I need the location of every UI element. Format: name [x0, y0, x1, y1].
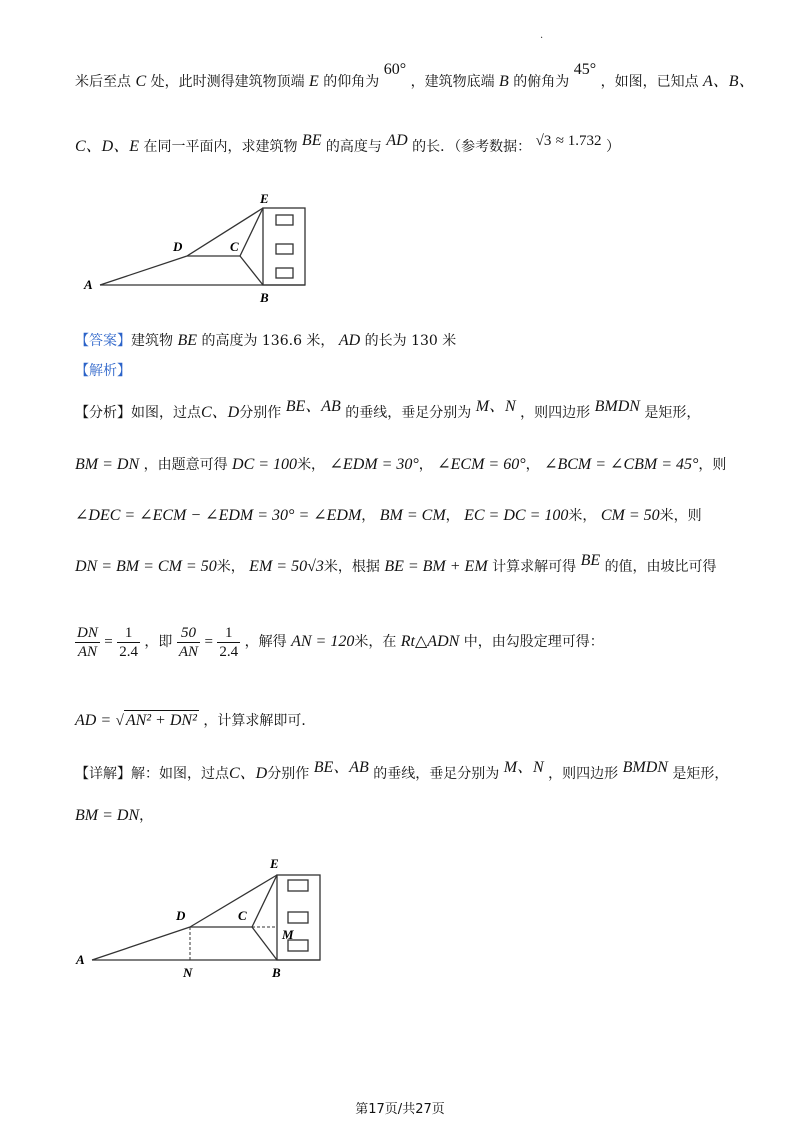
equation: AN = 120	[291, 633, 355, 650]
building	[277, 875, 320, 960]
text: 的值，由坡比可得	[604, 559, 717, 575]
window-3	[276, 268, 293, 278]
analysis-line-4	[75, 552, 717, 577]
text: 米，根据	[323, 559, 380, 575]
point-label: E	[309, 73, 319, 90]
text: 的垂线，垂足分别为	[373, 766, 500, 782]
window-1	[288, 880, 308, 891]
fraction-1-2_4: $\frac{1}{2.4}$	[119, 624, 138, 660]
analysis-line-3	[75, 506, 702, 526]
figure-2	[70, 850, 340, 985]
text: ，解得	[244, 634, 287, 650]
equals-sign: =	[104, 634, 113, 650]
equation: EC = DC = 100	[464, 507, 569, 524]
text: 计算求解可得	[492, 559, 577, 575]
detail-line-2	[75, 806, 153, 826]
point-labels: A、B、	[703, 73, 755, 90]
label-m: M	[282, 927, 294, 942]
detail-line-1	[75, 759, 729, 784]
text: 的垂线，垂足分别为	[345, 405, 472, 421]
text: ，由题意可得	[143, 457, 228, 473]
quadrilateral-label: BMDN	[594, 398, 640, 415]
equation: BM = CM	[379, 507, 446, 524]
intro-line-1	[75, 61, 755, 92]
text: 的高度为 136.6 米，	[201, 333, 335, 349]
text: 是矩形，	[644, 405, 701, 421]
point-label: B	[499, 73, 509, 90]
text: 是矩形，	[672, 766, 729, 782]
equation: ∠ECM = 60°	[437, 456, 526, 473]
label-n: N	[183, 965, 193, 980]
text: ，即	[144, 634, 173, 650]
analysis-line-1	[75, 398, 701, 423]
answer-tag: 【答案】	[75, 333, 131, 349]
label-c: C	[238, 908, 247, 923]
slope-line	[92, 927, 190, 960]
text: 米，	[297, 457, 326, 473]
text: ，	[418, 457, 433, 473]
text: 建筑物	[131, 333, 173, 349]
segment-label: AD	[338, 332, 361, 349]
text: ，	[445, 508, 460, 524]
equation: AD =	[75, 712, 112, 729]
approx-value: ≈ 1.732	[555, 133, 602, 149]
text: ，则四边形	[548, 766, 619, 782]
text: 米，	[216, 559, 245, 575]
point-labels: M、N	[503, 759, 544, 776]
text: 米，则	[659, 508, 702, 524]
segment-label: BE	[580, 552, 601, 569]
label-d: D	[173, 239, 183, 254]
equation: BM = DN	[75, 807, 140, 824]
point-labels: C、D、E	[75, 138, 140, 155]
triangle-label: Rt△ADN	[400, 633, 460, 650]
text: 中，由勾股定理可得：	[463, 634, 604, 650]
text: ，如图，已知点	[600, 74, 699, 90]
analysis-tag: 【解析】	[75, 363, 131, 379]
label-a: A	[84, 277, 93, 292]
equation: BM = DN	[75, 456, 140, 473]
label-c: C	[230, 239, 239, 254]
segment-label: AD	[386, 132, 408, 149]
answer-line	[75, 331, 456, 351]
text: ，计算求解即可．	[203, 713, 316, 729]
text: 【详解】解：如图，过点	[75, 766, 229, 782]
equation: EM = 50√3	[249, 558, 324, 575]
fraction-1-2_4-b: $\frac{1}{2.4}$	[219, 624, 239, 660]
text: 处，此时测得建筑物顶端	[150, 74, 305, 90]
line-cb	[252, 927, 277, 960]
label-e: E	[260, 191, 269, 206]
point-labels: C、D	[201, 404, 240, 421]
equation: ∠BCM = ∠CBM = 45°	[544, 456, 699, 473]
analysis-line-2	[75, 455, 726, 475]
angle-value: 60°	[383, 61, 407, 78]
label-e: E	[270, 856, 279, 871]
text: ，则四边形	[520, 405, 591, 421]
text: ，	[361, 508, 376, 524]
text: ）	[605, 139, 620, 155]
text: 【分析】如图，过点	[75, 405, 201, 421]
equals-sign: =	[204, 634, 213, 650]
equation: DN = BM = CM = 50	[75, 558, 217, 575]
text: 米，	[568, 508, 597, 524]
fraction-50-an: $\frac{50}{AN}$	[178, 624, 199, 660]
building	[263, 208, 305, 285]
intro-line-2	[75, 132, 620, 157]
text: 米后至点	[75, 74, 131, 90]
figure-1	[80, 188, 320, 308]
segment-labels: BE、AB	[313, 759, 369, 776]
segment-label: BE	[301, 132, 322, 149]
equation: BE = BM + EM	[384, 558, 488, 575]
text: 的长为 130 米	[364, 333, 457, 349]
label-b: B	[272, 965, 281, 980]
equation: ∠DEC = ∠ECM − ∠EDM = 30° = ∠EDM	[75, 507, 362, 524]
window-2	[276, 244, 293, 254]
point-label: C	[135, 73, 147, 90]
text: 的高度与	[325, 139, 382, 155]
label-b: B	[260, 290, 269, 305]
sqrt-radicand: AN² + DN²	[125, 712, 197, 729]
analysis-line-6	[75, 710, 315, 731]
angle-value: 45°	[573, 61, 597, 78]
text: 的仰角为	[323, 74, 380, 90]
text: ，	[525, 457, 540, 473]
text: 在同一平面内，求建筑物	[143, 139, 298, 155]
segment-label: BE	[177, 332, 197, 349]
text: ，则	[698, 457, 727, 473]
quadrilateral-label: BMDN	[622, 759, 668, 776]
text: 的长．（参考数据：	[412, 139, 532, 155]
text: 分别作	[239, 405, 282, 421]
equation: CM = 50	[600, 507, 660, 524]
top-mark: .	[540, 30, 544, 41]
equation: ∠EDM = 30°	[329, 456, 419, 473]
equation: DC = 100	[232, 456, 298, 473]
window-2	[288, 912, 308, 923]
text: 米，在	[354, 634, 397, 650]
text: 分别作	[267, 766, 310, 782]
analysis-line-5	[75, 622, 604, 662]
line-cb	[240, 256, 263, 285]
page-footer: 第17页/共27页	[355, 1102, 445, 1117]
label-d: D	[176, 908, 186, 923]
slope-line	[100, 256, 187, 285]
text: ，	[139, 808, 154, 824]
label-a: A	[76, 952, 85, 967]
sqrt-sign: √	[115, 713, 124, 729]
fraction-dn-an: $\frac{DN}{AN}$	[77, 624, 98, 660]
text: ，建筑物底端	[410, 74, 495, 90]
point-labels: C、D	[229, 765, 268, 782]
sqrt-value: √3	[535, 133, 552, 149]
window-1	[276, 215, 293, 225]
text: 的俯角为	[513, 74, 570, 90]
point-labels: M、N	[475, 398, 516, 415]
segment-labels: BE、AB	[285, 398, 341, 415]
